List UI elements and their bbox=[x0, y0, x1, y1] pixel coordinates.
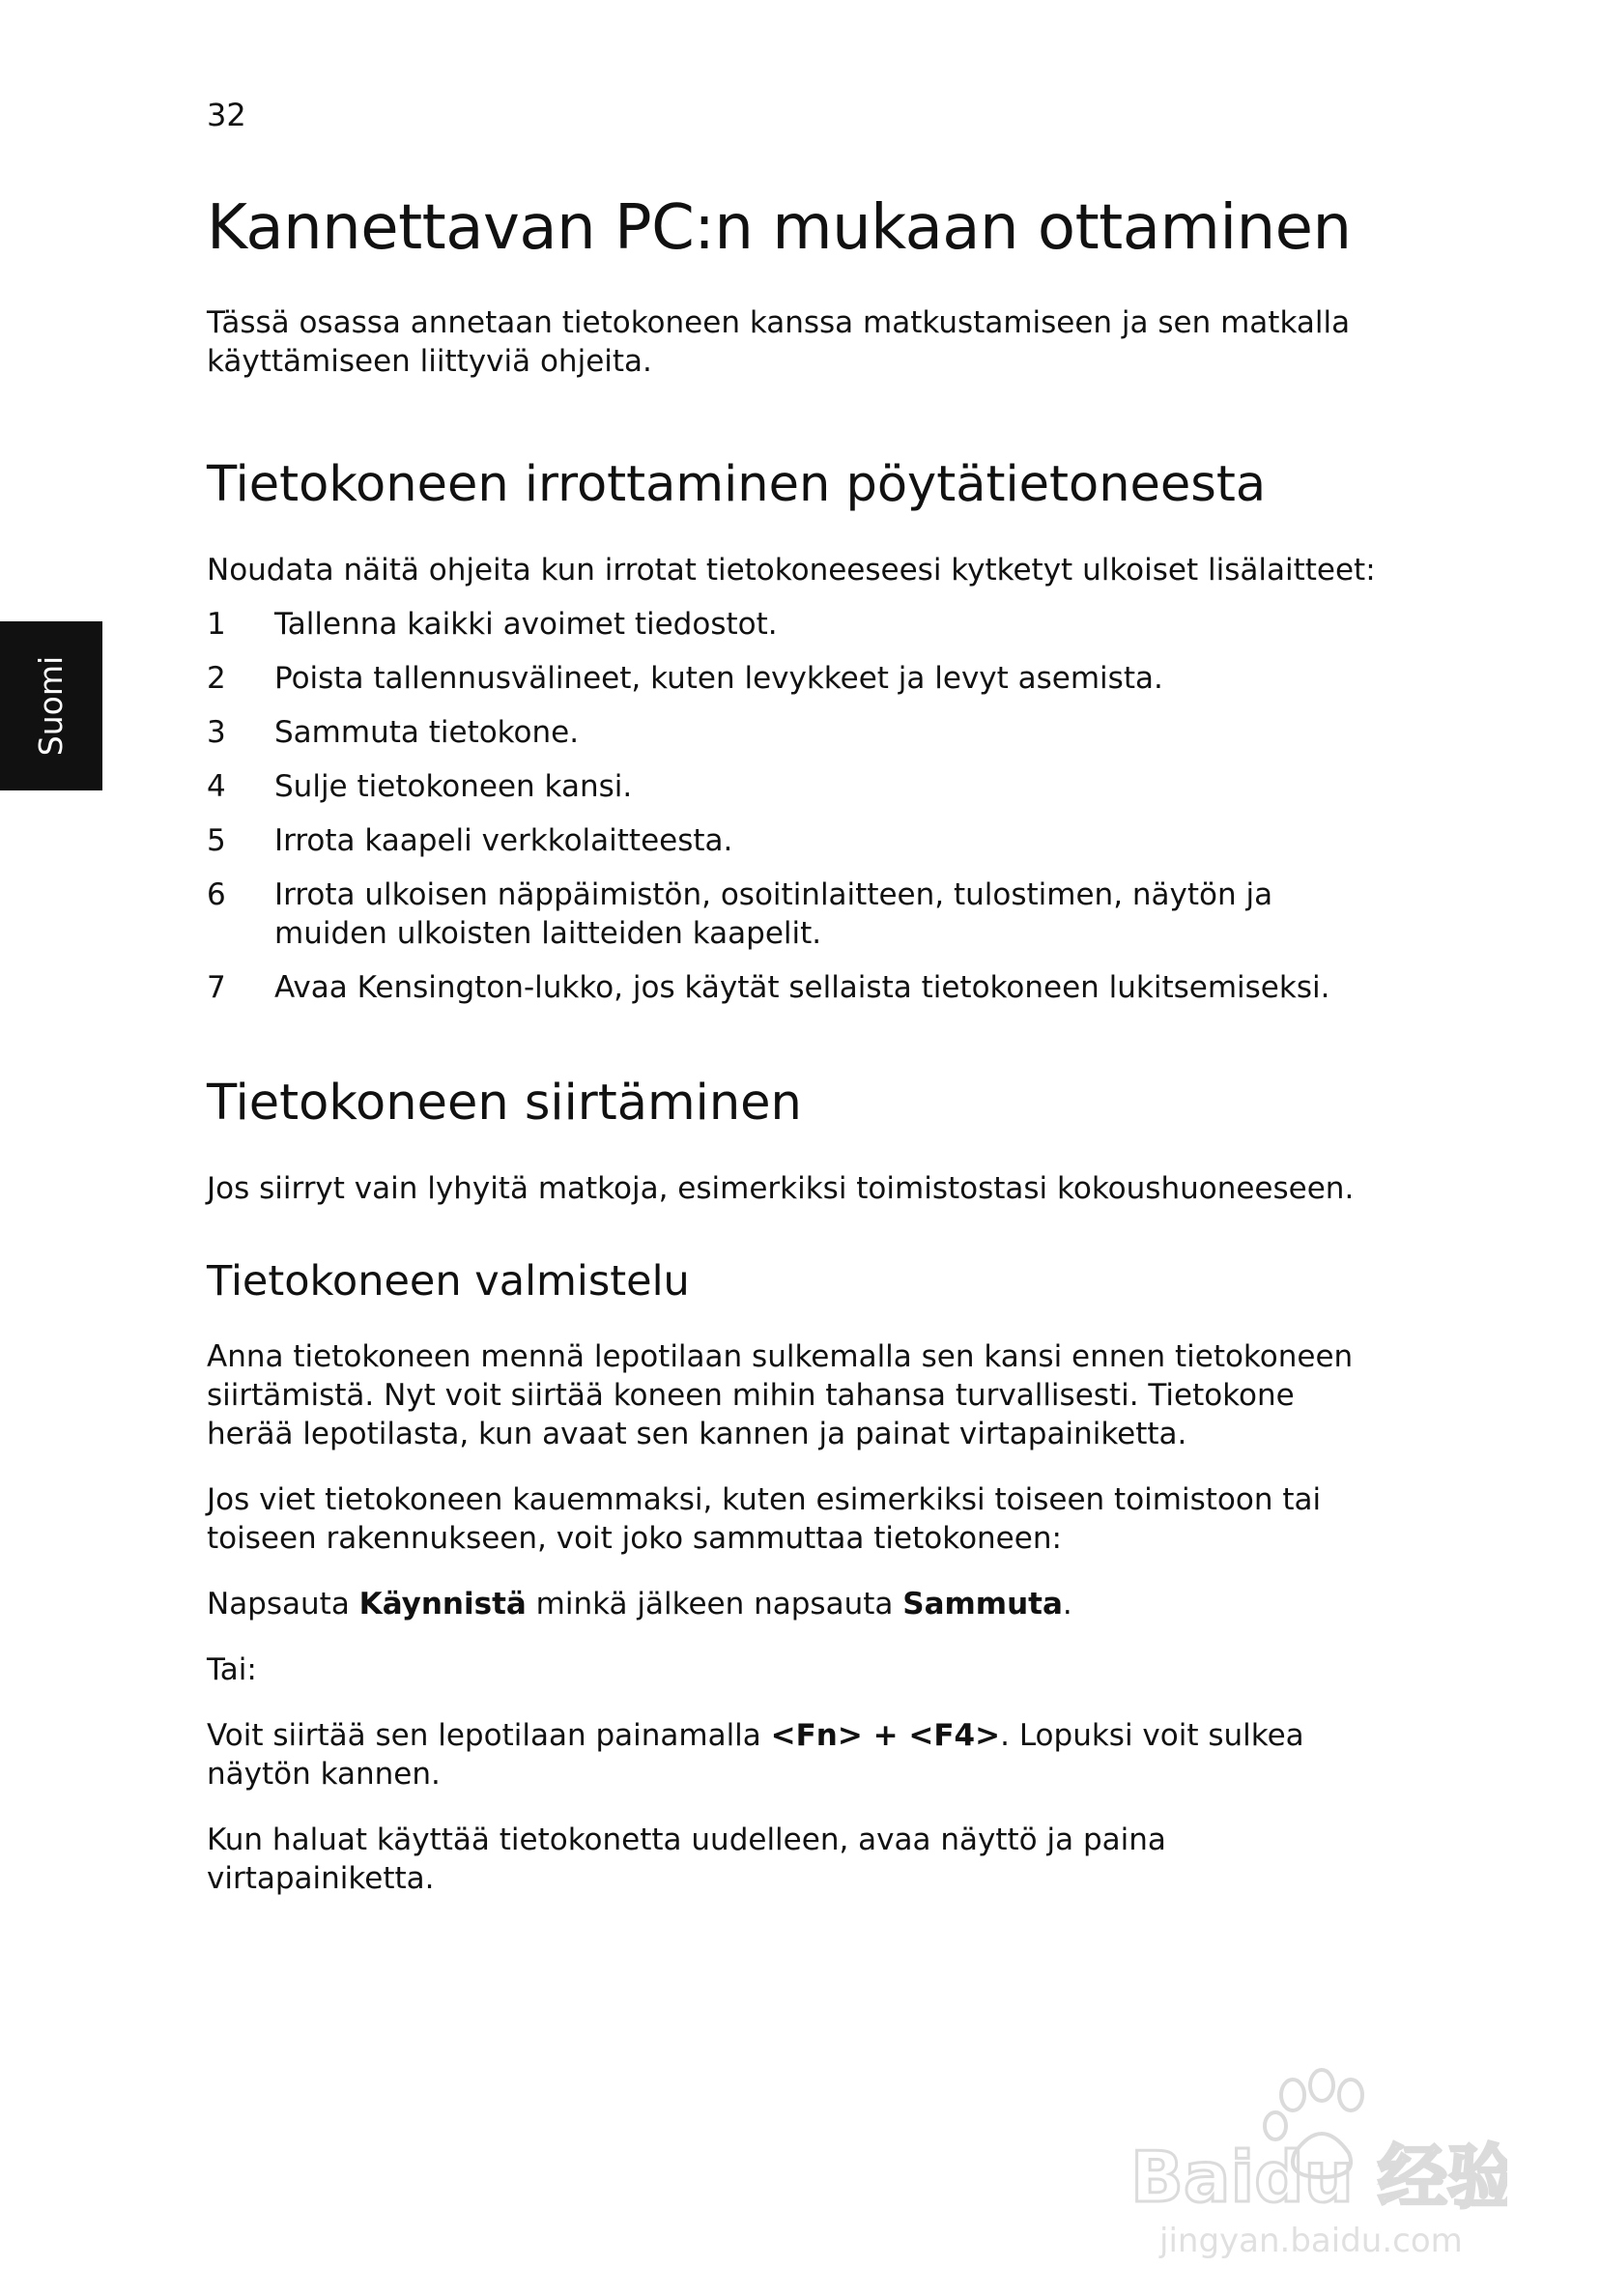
step-text: Sulje tietokoneen kansi. bbox=[274, 769, 633, 804]
hotkey-suffix: . Lopuksi voit sulkea näytön kannen. bbox=[207, 1718, 1304, 1792]
language-side-tab bbox=[0, 621, 102, 790]
paragraph-sleep: Anna tietokoneen mennä lepotilaan sulkemalla sen kansi ennen tietokoneen siirtämistä. Nyt voit siirtää koneen mihin tahansa turvallisesti. Tietokone herää lepotilasta, kun avaat sen kannen ja painat virtapainiketta. bbox=[207, 1339, 1354, 1451]
step-text: Irrota ulkoisen näppäimistön, osoitinlaitteen, tulostimen, näytön ja muiden ulkoisten laitteiden kaapelit. bbox=[274, 877, 1273, 951]
watermark-url: jingyan.baidu.com bbox=[1159, 2222, 1463, 2259]
instruction-middle: minkä jälkeen napsauta bbox=[526, 1587, 903, 1622]
list-item bbox=[207, 713, 1386, 752]
step-number: 2 bbox=[207, 661, 226, 696]
intro-paragraph: Tässä osassa annetaan tietokoneen kanssa matkustamiseen ja sen matkalla käyttämiseen liittyviä ohjeita. bbox=[207, 305, 1351, 379]
step-text: Avaa Kensington-lukko, jos käytät sellaista tietokoneen lukitsemiseksi. bbox=[274, 970, 1330, 1005]
watermark-logo-text: Baidu 经验 bbox=[1130, 2137, 1507, 2218]
shutdown-label: Sammuta bbox=[902, 1587, 1063, 1622]
section-lead-disconnect: Noudata näitä ohjeita kun irrotat tietokoneeseesi kytketyt ulkoiset lisälaitteet: bbox=[207, 553, 1376, 588]
disconnect-steps-list bbox=[207, 605, 1386, 1007]
instruction-prefix: Napsauta bbox=[207, 1587, 359, 1622]
step-number: 1 bbox=[207, 607, 226, 642]
document-body bbox=[207, 191, 1386, 1898]
start-label: Käynnistä bbox=[358, 1587, 527, 1622]
step-text: Sammuta tietokone. bbox=[274, 715, 580, 750]
step-number: 6 bbox=[207, 877, 226, 912]
paragraph-hotkey bbox=[207, 1716, 1386, 1794]
step-number: 5 bbox=[207, 823, 226, 858]
step-number: 7 bbox=[207, 970, 226, 1005]
side-tab-label: Suomi bbox=[32, 655, 71, 757]
step-text: Irrota kaapeli verkkolaitteesta. bbox=[274, 823, 733, 858]
list-item bbox=[207, 821, 1386, 860]
list-item bbox=[207, 968, 1386, 1007]
subsection-heading-preparing: Tietokoneen valmistelu bbox=[207, 1257, 690, 1306]
step-number: 4 bbox=[207, 769, 226, 804]
step-text: Tallenna kaikki avoimet tiedostot. bbox=[274, 607, 778, 642]
paragraph-shutdown-instruction bbox=[207, 1585, 1386, 1623]
section-heading-disconnect: Tietokoneen irrottaminen pöytätietoneesta bbox=[207, 456, 1267, 513]
page-title: Kannettavan PC:n mukaan ottaminen bbox=[207, 192, 1352, 264]
list-item bbox=[207, 605, 1386, 644]
section-heading-moving: Tietokoneen siirtäminen bbox=[207, 1075, 802, 1132]
list-item bbox=[207, 875, 1386, 953]
step-number: 3 bbox=[207, 715, 226, 750]
step-text: Poista tallennusvälineet, kuten levykkeet ja levyt asemista. bbox=[274, 661, 1163, 696]
hotkey-combo: <Fn> + <F4> bbox=[770, 1718, 1001, 1753]
instruction-suffix: . bbox=[1062, 1587, 1072, 1622]
baidu-paw-logo-icon bbox=[1121, 2037, 1507, 2259]
paragraph-or: Tai: bbox=[207, 1652, 257, 1687]
paragraph-resume: Kun haluat käyttää tietokonetta uudelleen, avaa näyttö ja paina virtapainiketta. bbox=[207, 1822, 1166, 1896]
baidu-watermark bbox=[1121, 2037, 1507, 2259]
list-item bbox=[207, 767, 1386, 806]
paragraph-farther: Jos viet tietokoneen kauemmaksi, kuten esimerkiksi toiseen toimistoon tai toiseen rakennukseen, voit joko sammuttaa tietokoneen: bbox=[207, 1482, 1322, 1556]
list-item bbox=[207, 659, 1386, 698]
hotkey-prefix: Voit siirtää sen lepotilaan painamalla bbox=[207, 1718, 771, 1753]
section-lead-moving: Jos siirryt vain lyhyitä matkoja, esimerkiksi toimistostasi kokoushuoneeseen. bbox=[207, 1171, 1355, 1206]
page-number: 32 bbox=[207, 97, 246, 133]
